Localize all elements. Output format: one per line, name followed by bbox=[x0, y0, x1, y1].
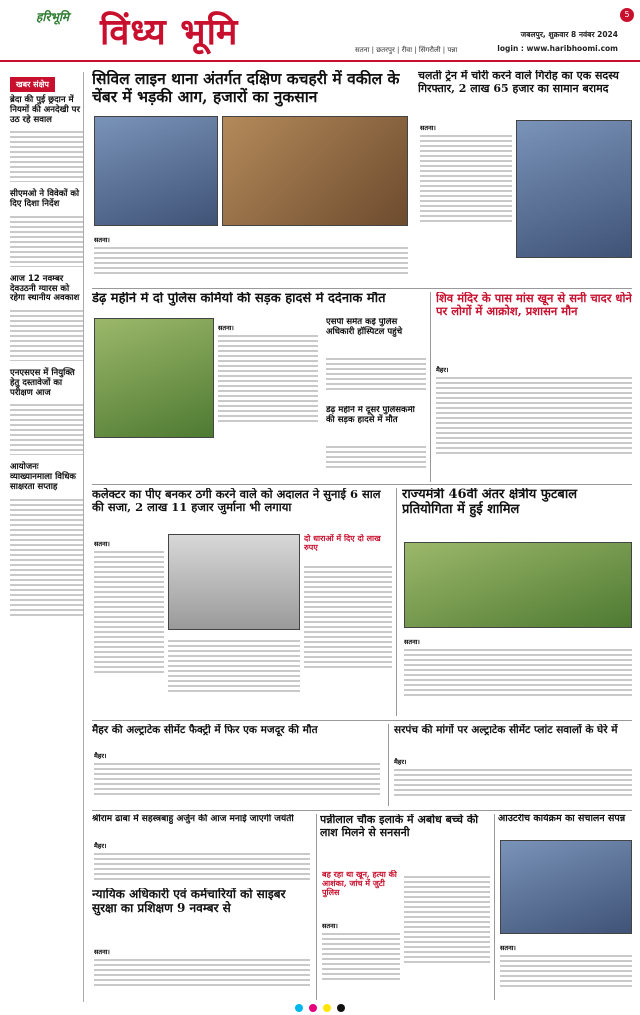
story-dateline: सतना। bbox=[94, 236, 110, 244]
side-item-body bbox=[10, 496, 83, 616]
story-body bbox=[322, 919, 400, 1003]
story-headline: सिविल लाइन थाना अंतर्गत दक्षिण कचहरी में वकील के चेंबर में भड़की आग, हजारों का नुकसान bbox=[92, 70, 400, 106]
story-dateline: सतना। bbox=[94, 540, 110, 548]
side-item[interactable] bbox=[10, 275, 83, 361]
side-item[interactable] bbox=[10, 190, 83, 267]
story-jayanti[interactable] bbox=[92, 814, 312, 834]
side-item-body bbox=[10, 213, 83, 267]
story-body bbox=[94, 945, 310, 999]
story-collectorate-fraud[interactable] bbox=[92, 488, 392, 532]
edition-list: सतना | छतरपुर | रीवा | सिंगरौली | पन्ना bbox=[355, 46, 458, 54]
story-bahu-wife[interactable] bbox=[322, 870, 400, 916]
story-police-accident[interactable] bbox=[92, 292, 422, 314]
story-dateline: मैहर। bbox=[94, 752, 107, 760]
story-headline: सरपंच की मांगों पर अल्ट्राटेक सीमेंट प्लांट सवालों के घेरे में bbox=[394, 724, 618, 736]
login-url[interactable]: login : www.haribhoomi.com bbox=[497, 44, 618, 53]
sidebar-tag: खबर संक्षेप bbox=[10, 77, 55, 92]
story-body bbox=[436, 363, 632, 483]
story-cement-fire[interactable] bbox=[92, 724, 382, 744]
story-headline: बह रहा था खून, हत्या की आशंका, जांच में जुटी पुलिस bbox=[322, 870, 397, 898]
registration-color-bar bbox=[0, 1001, 640, 1015]
side-item[interactable] bbox=[10, 369, 83, 455]
story-football[interactable] bbox=[402, 488, 632, 540]
story-shiv-temple[interactable] bbox=[436, 292, 632, 356]
photo-chamber bbox=[222, 116, 408, 226]
story-body bbox=[326, 355, 426, 405]
story-second-death[interactable] bbox=[326, 406, 426, 446]
magenta-dot bbox=[309, 1004, 317, 1012]
side-item-body bbox=[10, 401, 83, 455]
story-headline: पन्नीलाल चौक इलाके में अबोध बच्चे की लाश मिलने से सनसनी bbox=[320, 814, 479, 839]
photo-court-fire bbox=[94, 116, 218, 226]
story-headline: राज्यमंत्री 46वीं अंतर क्षेत्रीय फुटबाल प्रतियोगिता में हुई शामिल bbox=[402, 488, 578, 517]
story-body bbox=[218, 321, 318, 451]
story-headline: मैहर की अल्ट्राटेक सीमेंट फैक्ट्री में फिर एक मजदूर की मौत bbox=[92, 724, 318, 736]
story-body bbox=[94, 537, 164, 717]
story-body bbox=[168, 637, 300, 717]
story-sarpanch[interactable] bbox=[394, 724, 632, 750]
yellow-dot bbox=[323, 1004, 331, 1012]
story-outreach[interactable] bbox=[498, 814, 632, 838]
photo-train-gang bbox=[516, 120, 632, 258]
story-dateline: सतना। bbox=[322, 922, 338, 930]
photo-outreach bbox=[500, 840, 632, 934]
story-body bbox=[94, 749, 380, 805]
page-number-badge: 5 bbox=[620, 8, 634, 22]
story-body bbox=[404, 873, 490, 1003]
brand-logo: हरिभूमि bbox=[36, 10, 70, 24]
story-body bbox=[326, 443, 426, 477]
story-body bbox=[394, 755, 632, 807]
story-headline: दो धाराओं में दिए दो लाख रुपए bbox=[304, 534, 381, 553]
side-item[interactable] bbox=[10, 96, 83, 182]
news-brief-sidebar bbox=[10, 72, 84, 1002]
story-headline: आउटरीच कार्यक्रम का संचालन संपन्न bbox=[498, 814, 626, 824]
story-body bbox=[404, 635, 632, 717]
story-sp-hospital[interactable] bbox=[326, 318, 426, 356]
story-panna-body[interactable] bbox=[320, 814, 490, 866]
side-item-headline: आज 12 नवम्बर देवउठनी ग्यारस को रहेगा स्थानीय अवकाश bbox=[10, 273, 80, 304]
side-item-body bbox=[10, 307, 83, 361]
story-headline: चलती ट्रेन में चोरी करने वाले गिरोह का एक सदस्य गिरफ्तार, 2 लाख 65 हजार का सामान बरामद bbox=[418, 70, 619, 95]
date-text: जबलपुर, शुक्रवार 8 नवंबर 2024 bbox=[520, 30, 618, 39]
side-item-headline: ब्रेदा की पुई छ्रदान में नियमों की अनदेखी पर उठ रहे सवाल bbox=[10, 95, 80, 125]
story-cyber-training[interactable] bbox=[92, 888, 312, 940]
story-body bbox=[94, 233, 408, 283]
story-dateline: सतना। bbox=[218, 324, 234, 332]
story-dateline: सतना। bbox=[500, 944, 516, 952]
story-dateline: मैहर। bbox=[436, 366, 449, 374]
side-item-headline: सीएमओ ने विवेकों को दिए दिशा निर्देश bbox=[10, 189, 80, 210]
photo-football-team bbox=[404, 542, 632, 628]
masthead bbox=[0, 0, 640, 62]
story-body bbox=[304, 563, 392, 717]
story-headline: शिव मंदिर के पास मांस खून से सनी चादर धोने पर लोगों में आक्रोश, प्रशासन मौन bbox=[436, 292, 632, 319]
photo-accident bbox=[94, 318, 214, 438]
side-item-headline: आयोजनः व्याख्यानमाला विधिक साक्षरता सप्ताह bbox=[10, 462, 76, 492]
story-headline: डेढ़ महीने में दूसरे पुलिसकर्मी की सड़क हादसे में मौत bbox=[326, 406, 415, 425]
page-title: विंध्य भूमि bbox=[100, 11, 239, 53]
story-dateline: सतना। bbox=[420, 124, 436, 132]
story-dateline: सतना। bbox=[94, 948, 110, 956]
side-item-body bbox=[10, 128, 83, 182]
story-headline: श्रीराम ढाबा में सहस्त्रबाहु अर्जुन की आज मनाई जाएगी जयंती bbox=[92, 814, 294, 824]
story-dateline: मैहर। bbox=[394, 758, 407, 766]
photo-court-building bbox=[168, 534, 300, 630]
black-dot bbox=[337, 1004, 345, 1012]
story-two-sections[interactable] bbox=[304, 534, 392, 562]
cyan-dot bbox=[295, 1004, 303, 1012]
side-item-headline: एनएसएस में नियुक्ति हेतु दस्तावेजों का परीक्षण आज bbox=[10, 368, 75, 398]
story-headline: एसपी समेत कई पुलिस अधिकारी हॉस्पिटल पहुंचे bbox=[326, 318, 403, 337]
story-body bbox=[94, 839, 310, 891]
story-dateline: सतना। bbox=[404, 638, 420, 646]
story-train-theft[interactable] bbox=[418, 70, 632, 118]
story-dateline: मैहर। bbox=[94, 842, 107, 850]
story-headline: कलेक्टर का पीए बनकर ठगी करने वाले को अदालत ने सुनाई 6 साल की सजा, 2 लाख 11 हजार जुर्माना भी लगाया bbox=[92, 488, 381, 515]
story-headline: डेढ़ महीने में दो पुलिस कर्मियों की सड़क हादसे में दर्दनाक मौत bbox=[92, 292, 386, 306]
story-body bbox=[420, 121, 512, 251]
story-body bbox=[500, 941, 632, 1003]
story-headline: न्यायिक अधिकारी एवं कर्मचारियों को साइबर सुरक्षा का प्रशिक्षण 9 नवम्बर से bbox=[92, 888, 286, 915]
side-item[interactable] bbox=[10, 463, 83, 615]
